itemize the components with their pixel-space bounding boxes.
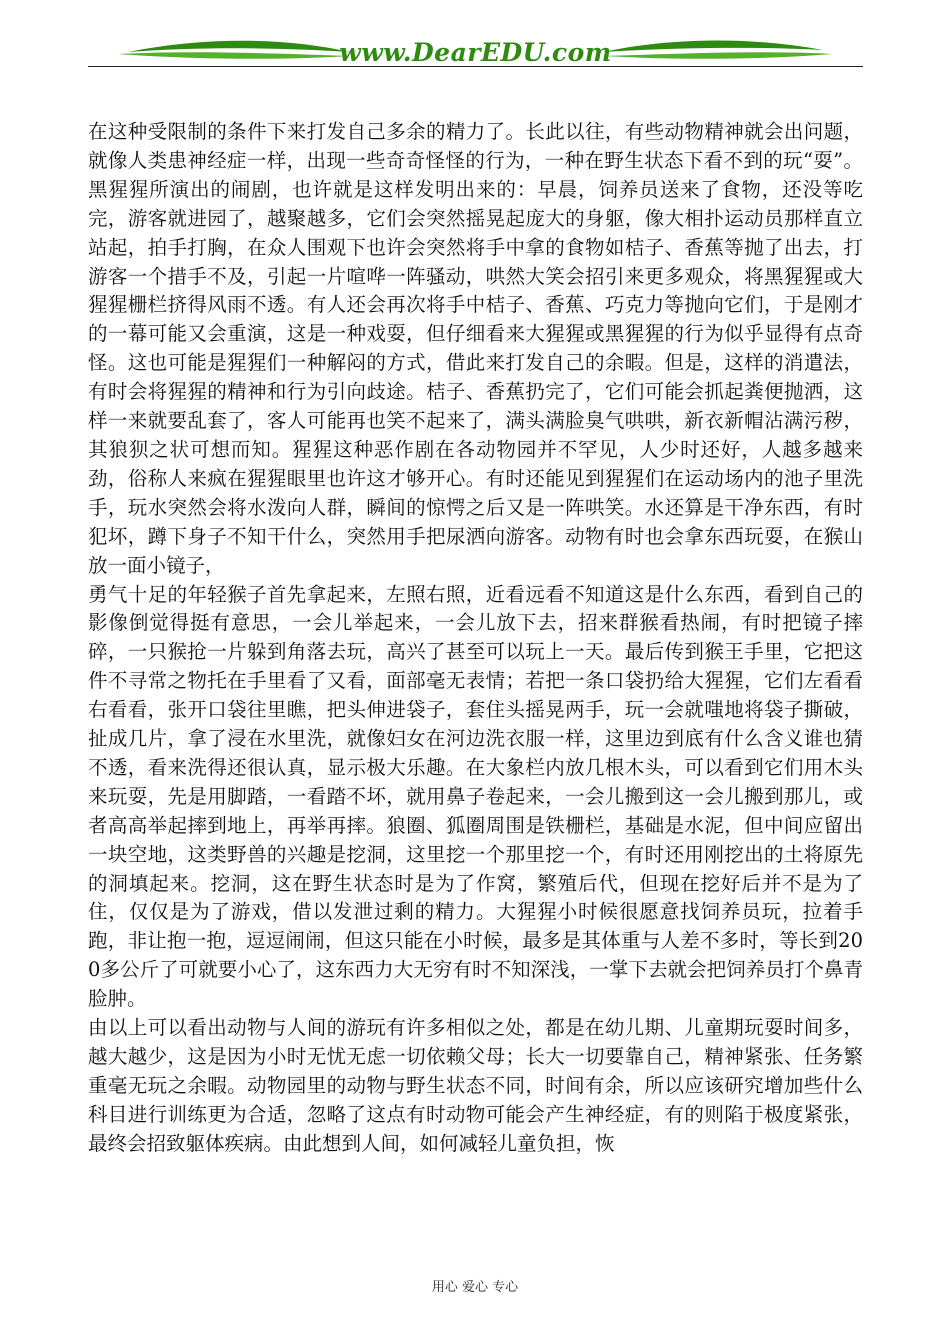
site-name[interactable]: www.DearEDU.com	[339, 38, 612, 67]
page-footer: 用心 爱心 专心	[431, 1280, 519, 1295]
paragraph-3: 由以上可以看出动物与人间的游玩有许多相似之处，都是在幼儿期、儿童期玩耍时间多，越大越少，这是因为小时无忧无虑一切依赖父母；长大一切要靠自己，精神紧张、任务繁重毫无玩之余暇。动物园里的动物与野生状态不同，时间有余，所以应该研究增加些什么科目进行训练更为合适，忽略了这点有时动物可能会产生神经症，有的则陷于极度紧张，最终会招致躯体疾病。由此想到人间，如何减轻儿童负担，恢	[88, 1016, 863, 1155]
site-header	[88, 30, 863, 76]
paragraph-1: 在这种受限制的条件下来打发自己多余的精力了。长此以往，有些动物精神就会出问题，就像人类患神经症一样，出现一些奇奇怪怪的行为，一种在野生状态下看不到的玩“耍”。黑猩猩所演出的闹剧，也许就是这样发明出来的：早晨，饲养员送来了食物，还没等吃完，游客就进园了，越聚越多，它们会突然摇晃起庞大的身躯，像大相扑运动员那样直立站起，拍手打胸，在众人围观下也许会突然将手中拿的食物如桔子、香蕉等抛了出去，打游客一个措手不及，引起一片喧哗一阵骚动，哄然大笑会招引来更多观众，将黑猩猩或大猩猩栅栏挤得风雨不透。有人还会再次将手中桔子、香蕉、巧克力等抛向它们，于是刚才的一幕可能又会重演，这是一种戏耍，但仔细看来大猩猩或黑猩猩的行为似乎显得有点奇怪。这也可能是猩猩们一种解闷的方式，借此来打发自己的余暇。但是，这样的消遣法，有时会将猩猩的精神和行为引向歧途。桔子、香蕉扔完了，它们可能会抓起粪便抛洒，这样一来就要乱套了，客人可能再也笑不起来了，满头满脸臭气哄哄，新衣新帽沾满污秽，其狼狈之状可想而知。猩猩这种恶作剧在各动物园并不罕见，人少时还好，人越多越来劲，俗称人来疯在猩猩眼里也许这才够开心。有时还能见到猩猩们在运动场内的池子里洗手，玩水突然会将水泼向人群，瞬间的惊愕之后又是一阵哄笑。水还算是干净东西，有时犯坏，蹲下身子不知干什么，突然用手把尿洒向游客。动物有时也会拿东西玩耍，在猴山放一面小镜子，	[88, 120, 863, 577]
paragraph-2: 勇气十足的年轻猴子首先拿起来，左照右照，近看远看不知道这是什么东西，看到自己的影像倒觉得挺有意思，一会儿举起来，一会儿放下去，招来群猴看热闹，有时把镜子摔碎，一只猴抢一片躲到角落去玩，高兴了甚至可以玩上一天。最后传到猴王手里，它把这件不寻常之物托在手里看了又看，面部毫无表情；若把一条口袋扔给大猩猩，它们左看看右看看，张开口袋往里瞧，把头伸进袋子，套住头摇晃两手，玩一会就嗤地将袋子撕破，扯成几片，拿了浸在水里洗，就像妇女在河边洗衣服一样，这里边到底有什么含义谁也猜不透，看来洗得还很认真，显示极大乐趣。在大象栏内放几根木头，可以看到它们用木头来玩耍，先是用脚踏，一看踏不坏，就用鼻子卷起来，一会儿搬到这一会儿搬到那儿，或者高高举起摔到地上，再举再摔。狼圈、狐圈周围是铁栅栏，基础是水泥，但中间应留出一块空地，这类野兽的兴趣是挖洞，这里挖一个那里挖一个，有时还用刚挖出的土将原先的洞填起来。挖洞，这在野生状态时是为了作窝，繁殖后代，但现在挖好后并不是为了住，仅仅是为了游戏，借以发泄过剩的精力。大猩猩小时候很愿意找饲养员玩，拉着手跑，非让抱一抱，逗逗闹闹，但这只能在小时候，最多是其体重与人差不多时，等长到200多公斤了可就要小心了，这东西力大无穷有时不知深浅，一掌下去就会把饲养员打个鼻青脸肿。	[88, 582, 863, 1011]
header-divider	[88, 66, 863, 67]
article-body	[88, 118, 863, 1159]
